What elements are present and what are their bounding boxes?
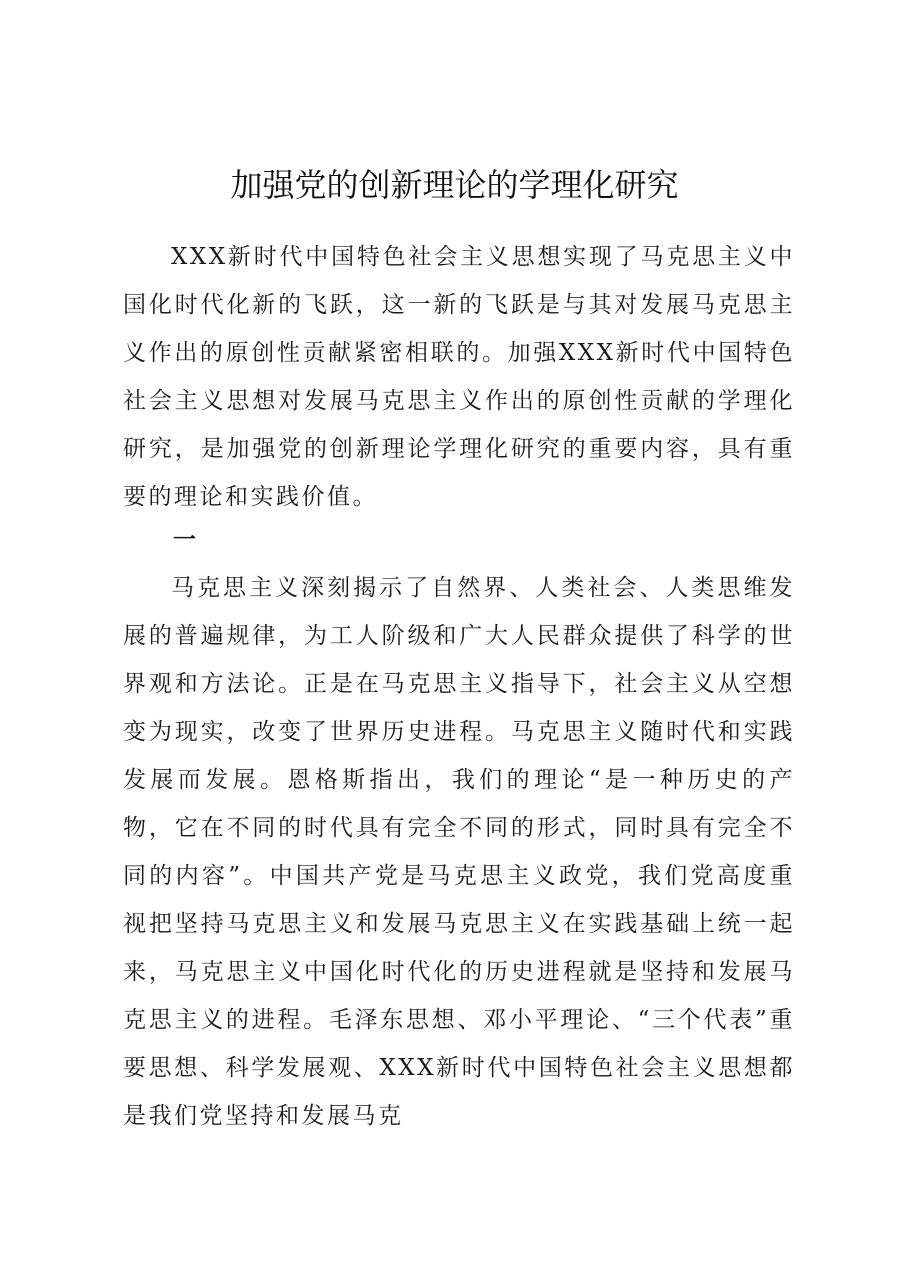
intro-paragraph: XXX新时代中国特色社会主义思想实现了马克思主义中国化时代化新的飞跃，这一新的飞跃是与其对发展马克思主义作出的原创性贡献紧密相联的。加强XXX新时代中国特色社会主义思想对发展马克思主义作出的原创性贡献的学理化研究，是加强党的创新理论学理化研究的重要内容，具有重要的理论和实践价值。 xyxy=(123,244,795,510)
section-number: 一 xyxy=(173,526,196,553)
document-title: 加强党的创新理论的学理化研究 xyxy=(230,166,679,204)
section-one-paragraph: 马克思主义深刻揭示了自然界、人类社会、人类思维发展的普遍规律，为工人阶级和广大人民群众提供了科学的世界观和方法论。正是在马克思主义指导下，社会主义从空想变为现实，改变了世界历史进程。马克思主义随时代和实践发展而发展。恩格斯指出，我们的理论“是一种历史的产物，它在不同的时代具有完全不同的形式，同时具有完全不同的内容”。中国共产党是马克思主义政党，我们党高度重视把坚持马克思主义和发展马克思主义在实践基础上统一起来，马克思主义中国化时代化的历史进程就是坚持和发展马克思主义的进程。毛泽东思想、邓小平理论、“三个代表”重要思想、科学发展观、XXX新时代中国特色社会主义思想都是我们党坚持和发展马克 xyxy=(123,575,795,1129)
